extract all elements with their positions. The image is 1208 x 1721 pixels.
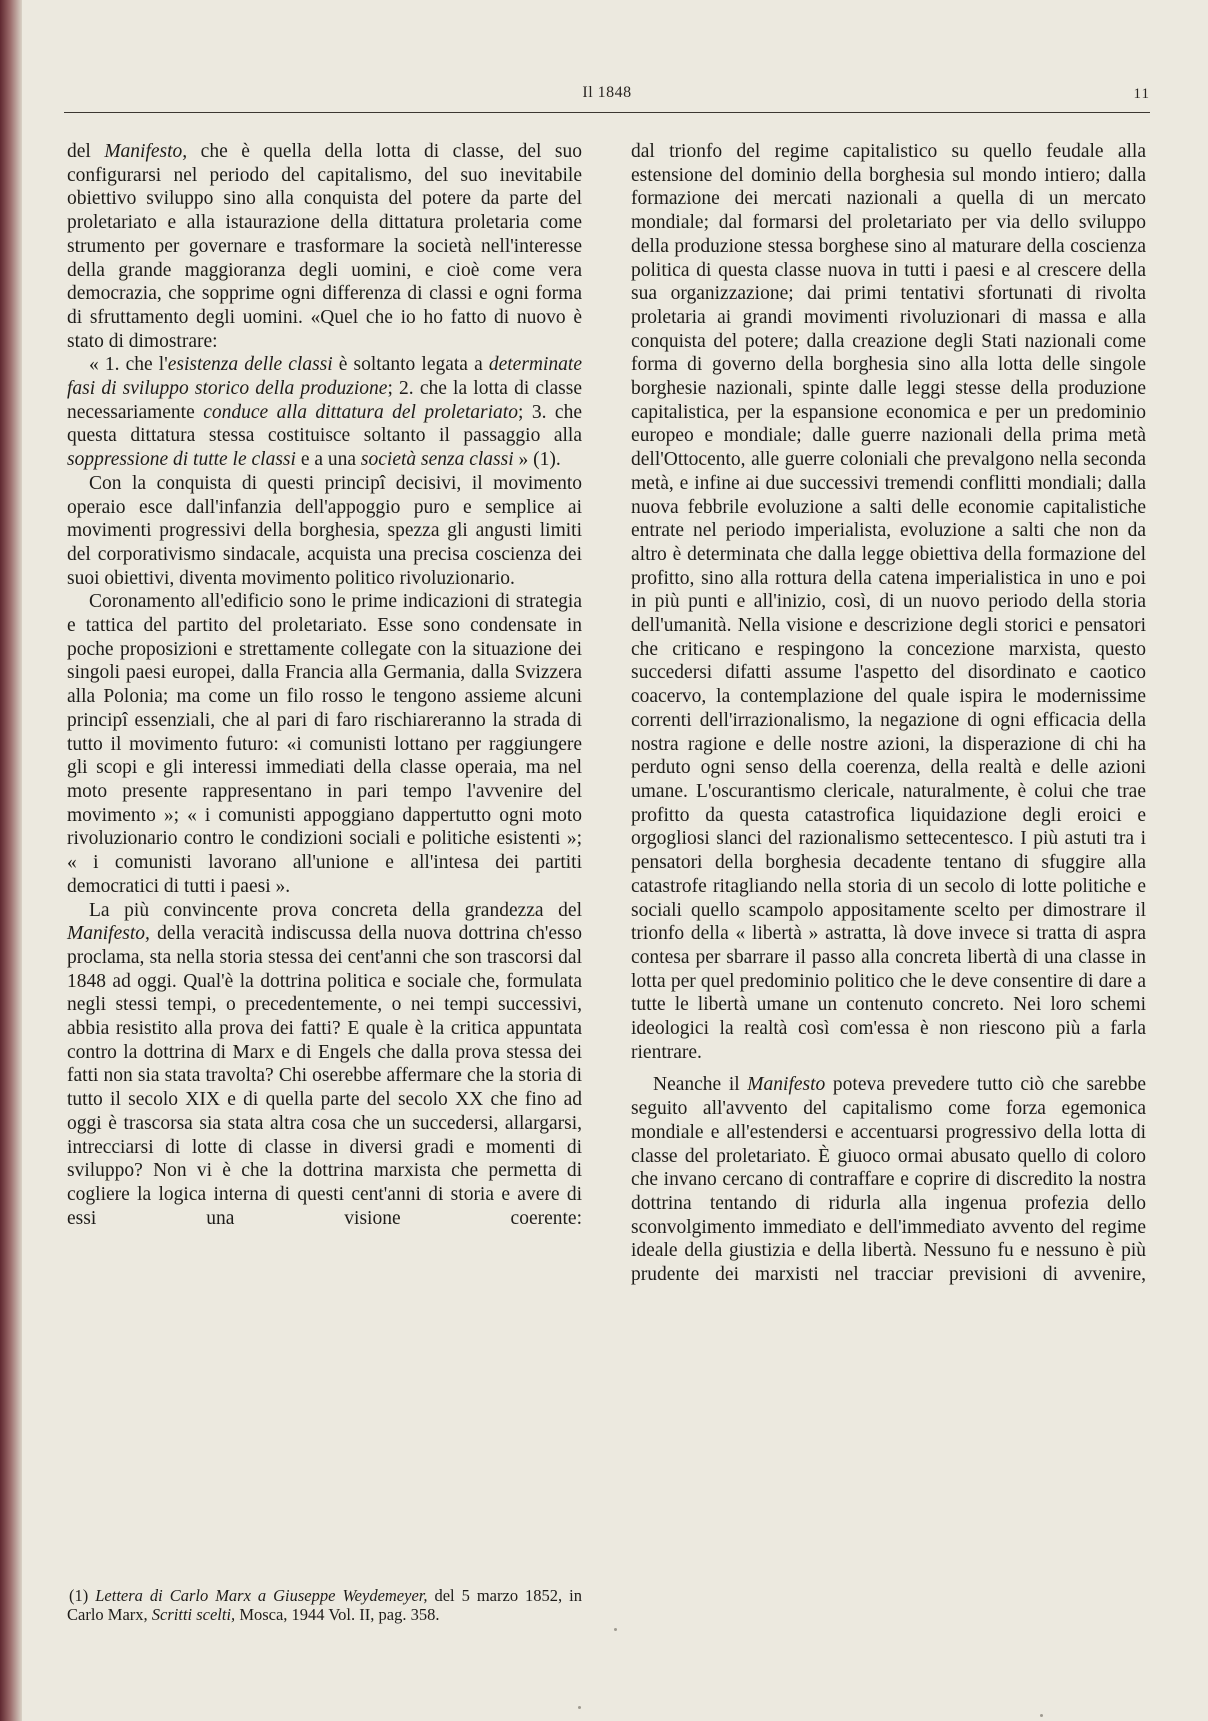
left-column [67,140,582,1230]
italic-run: Manifesto, [104,141,188,162]
paper-speck [614,1628,617,1631]
text-run: che è quella della lotta di classe, del suo configurarsi nel periodo del capitalismo, del suo inevitabile obiettivo sviluppo sino alla conquista del potere da parte del proletariato e alla istaurazione della dittatura proletaria come strumento per governare e trasformare la società nell'interesse della grande maggioranza degli uomini, e cioè come vera democrazia, che sopprime ogni differenza di classi e ogni forma di sfruttamento degli uomini. «Quel che io ho fatto di nuovo è stato di dimostrare: [67,141,582,352]
text-run: della veracità indiscussa della nuova dottrina ch'esso proclama, sta nella storia stessa dei cent'anni che son trascorsi dal 1848 ad oggi. Qual'è la dottrina politica e sociale che, formulata negli stessi tempi, o precedentemente, o nei tempi successivi, abbia resistito alla prova dei fatti? E quale è la critica appuntata contro la dottrina di Marx e di Engels che dalla prova stessa dei fatti non sia stata travolta? Chi oserebbe affermare che la storia di tutto il secolo XIX e di quella parte del secolo XX che fino ad oggi è trascorsa sia stata altra cosa che un succedersi, allargarsi, intrecciarsi di lotte di classe in diversi gradi e momenti di sviluppo? Non vi è che la dottrina marxista che permetta di cogliere la logica interna di questi cent'anni di storia e avere di essi una visione coerente: [67,923,582,1229]
text-run: ; 2. che la lotta di classe necessariamente [67,378,582,423]
paragraph-4: Coronamento all'edificio sono le prime indicazioni di strategia e tattica del partito del proletariato. Esse sono condensate in poche proposizioni e strettamente collegate con la situazione dei singoli paesi europei, dalla Francia alla Germania, dalla Svizzera alla Polonia; ma come un filo rosso le tengono assieme alcuni principî essenziali, che al pari di faro rischiareranno la strada di tutto il movimento futuro: «i comunisti lottano per raggiungere gli scopi e gli interessi immediati della classe operaia, ma nel moto presente rappresentano in pari tempo l'avvenire del movimento »; « i comunisti appoggiano dappertutto ogni moto rivoluzionario contro le condizioni sociali e politiche esistenti »; « i comunisti lavorano all'unione e all'intesa dei partiti democratici di tutti i paesi ». [67,591,582,897]
italic-run: soppressione di tutte le classi [67,449,296,471]
italic-run: determinate fasi di sviluppo storico della produzione [67,354,582,400]
running-head [64,84,1150,110]
text-run: La più convincente prova concreta della grandezza del [89,899,582,921]
running-title: Il 1848 [582,84,632,101]
right-column [631,140,1146,1287]
text-run: » (1). [513,449,561,471]
paragraph-3: Con la conquista di questi principî decisivi, il movimento operaio esce dall'infanzia dell'appoggio puro e semplice ai movimenti progressivi della borghesia, spezza gli angusti limiti del corporativismo sindacale, acquista una precisa coscienza dei suoi obiettivi, diventa movimento politico rivoluzionario. [67,472,582,589]
footnote [67,1586,582,1624]
text-run: del 5 marzo 1852, in Carlo Marx, [67,1586,583,1624]
italic-run: Manifesto [747,1074,826,1096]
text-run: ; 3. che questa dittatura stessa costituisce soltanto il passaggio alla [67,401,582,447]
italic-run: Lettera di Carlo Marx a Giuseppe Weydemeyer, [95,1586,428,1605]
paragraph-7 [631,1073,1146,1286]
page-number: 11 [1133,86,1150,102]
italic-run: esistenza delle classi [167,354,333,376]
paragraph-6: dal trionfo del regime capitalistico su quello feudale alla estensione del dominio della borghesia sul mondo intiero; dalla formazione dei mercati nazionali a quella di un mercato mondiale; dal formarsi del proletariato per via dello sviluppo della produzione stessa borghese sino al maturare della coscienza politica di questa classe nuova in tutti i paesi e al crescere della sua organizzazione; dai primi tentativi sfortunati di rivolta proletaria ai grandi movimenti rivoluzionari di massa e alla conquista del potere; dalla creazione degli Stati nazionali come forma di governo della borghesia sino alla lotta delle singole borghesie nazionali, spinte dalle leggi stesse della produzione capitalistica, per la espansione economica e per un predominio europeo e mondiale; dalle guerre nazionali della prima metà dell'Ottocento, alle guerre coloniali che prevalgono nella seconda metà, e infine ai due successivi tremendi conflitti mondiali; dalla nuova febbrile evoluzione a salti delle economie capitalistiche entrate nel periodo imperialista, evoluzione a salti che non da altro è determinata che dalla legge obiettiva della formazione del profitto, sino alla rottura della catena imperialistica in uno e poi in più punti e all'inizio, così, di un nuovo periodo della storia dell'umanità. Nella visione e descrizione degli storici e pensatori che criticano e respingono la concezione marxista, questo succedersi difatti assume l'aspetto del disordinato e caotico coacervo, la contemplazione del quale ispira le modernissime correnti dell'irrazionalismo, la negazione di ogni efficacia della nostra ragione e delle nostre azioni, la disperazione di chi ha perduto ogni senso della coerenza, della realtà e delle azioni umane. L'oscurantismo clericale, naturalmente, è colui che trae profitto da questa catastrofica liquidazione degli eroici e orgogliosi slanci del razionalismo settecentesco. I più astuti tra i pensatori della borghesia decadente tentano di sfuggire alla catastrofe ritagliando nella storia di un secolo di lotte politiche e sociali quello scampolo appositamente scelto per dimostrare il trionfo della « libertà » astratta, là dove invece si tratta di aspra contesa per sbarrare il passo alla concreta libertà di una classe in lotta per quel predominio politico che le deve consentire di dare a tutte le libertà umane un contenuto concreto. Nei loro schemi ideologici la realtà così com'essa è non riescono più a farla rientrare. [631,141,1146,1063]
text-run: Mosca, 1944 Vol. II, pag. 358. [235,1605,440,1624]
italic-run: società senza classi [360,449,514,471]
text-run: e a una [295,449,361,471]
italic-run: Scritti scelti, [151,1605,236,1624]
text-run: « 1. che l' [89,354,168,376]
header-rule [64,112,1150,113]
paragraph-5 [67,899,582,1231]
paper-speck [578,1706,581,1709]
text-run: Neanche il [653,1074,748,1096]
text-run: del [67,141,105,162]
text-run: è soltanto legata a [332,354,489,376]
italic-run: Manifesto, [67,923,150,945]
paragraph-2-quote [67,353,582,472]
paragraph-1 [67,140,582,353]
italic-run: conduce alla dittatura del proletariato [203,401,518,423]
paper-speck [1040,1714,1043,1717]
text-run: poteva prevedere tutto ciò che sarebbe seguito all'avvento del capitalismo come forza egemonica mondiale e all'estendersi e accentuarsi progressivo della lotta di classe del proletariato. È giuoco ormai abusato quello di coloro che invano cercano di contraffare e coprire di discredito la nostra dottrina tentando di ridurla alla ingenua profezia dello sconvolgimento immediato e dell'immediato avvento del regime ideale della giustizia e della libertà. Nessuno fu e nessuno è più prudente dei marxisti nel tracciar previsioni di avvenire, [631,1074,1146,1286]
footnote-marker: (1) [69,1586,96,1605]
